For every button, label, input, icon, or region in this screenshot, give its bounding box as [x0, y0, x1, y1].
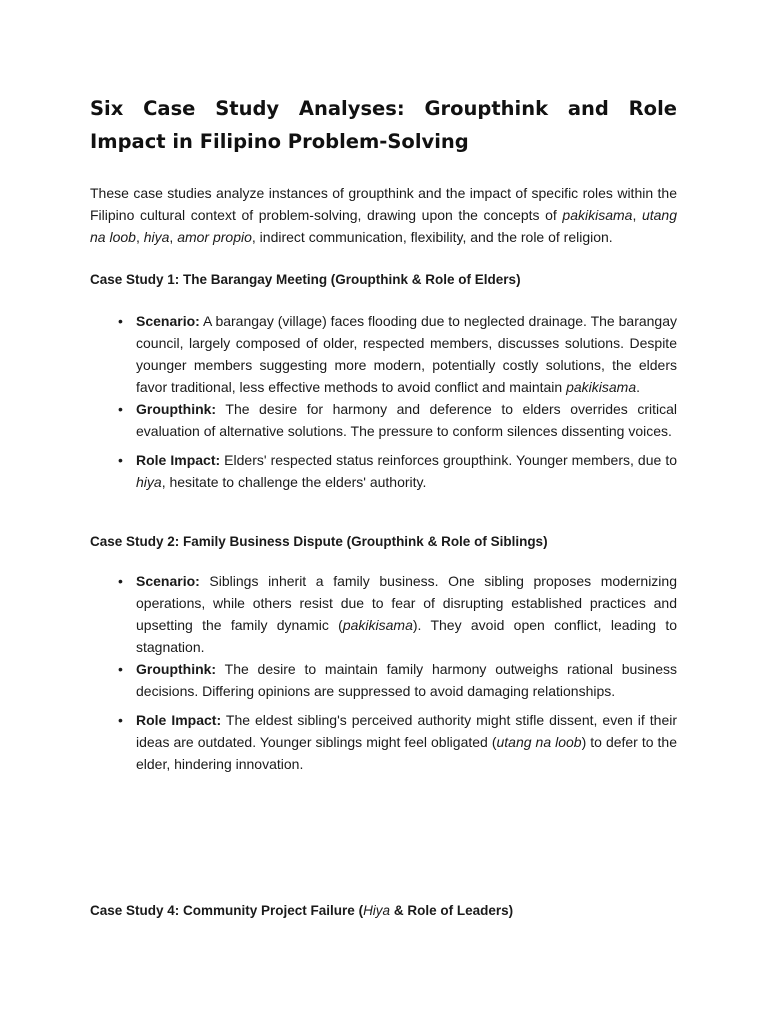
- intro-term-hiya: hiya: [143, 229, 170, 245]
- scenario-tail: ). They avoid open conflict, leading to stagnation.: [136, 617, 677, 655]
- intro-term-utang-na-loob: utang na loob: [90, 207, 677, 245]
- role-impact-term: Role Impact:: [136, 452, 221, 468]
- role-impact-tail: ) to defer to the elder, hindering innovation.: [136, 734, 677, 772]
- case-4-heading: [90, 901, 677, 921]
- scenario-term: Scenario:: [136, 313, 200, 329]
- case-2-scenario-item: [118, 570, 677, 658]
- role-impact-tail: , hesitate to challenge the elders' authority.: [161, 474, 427, 490]
- case-4-heading-emphasis: Hiya: [363, 903, 391, 918]
- groupthink-text: The desire to maintain family harmony outweighs rational business decisions. Differing opinions are suppressed to avoid damaging relationships.: [136, 661, 677, 699]
- groupthink-term: Groupthink:: [136, 401, 217, 417]
- case-4-heading-text: Case Study 4: Community Project Failure (: [90, 903, 364, 918]
- groupthink-text: The desire for harmony and deference to elders overrides critical evaluation of alternative solutions. The pressure to conform silences dissenting voices.: [136, 401, 677, 439]
- case-1-role-impact-item: [118, 449, 677, 493]
- case-2-role-impact-item: [118, 709, 677, 775]
- scenario-emphasis: pakikisama: [342, 617, 413, 633]
- intro-term-pakikisama: pakikisama: [562, 207, 633, 223]
- case-2-heading: Case Study 2: Family Business Dispute (Groupthink & Role of Siblings): [90, 534, 548, 549]
- case-1-list: [118, 310, 677, 493]
- role-impact-emphasis: utang na loob: [496, 734, 582, 750]
- role-impact-term: Role Impact:: [136, 712, 222, 728]
- case-1-groupthink-item: [118, 398, 677, 442]
- intro-paragraph: [90, 182, 677, 248]
- intro-text: ,: [169, 229, 178, 245]
- case-4-heading-text: & Role of Leaders): [390, 903, 514, 918]
- case-1-heading: Case Study 1: The Barangay Meeting (Groupthink & Role of Elders): [90, 272, 521, 287]
- intro-text: ,: [632, 207, 642, 223]
- scenario-text: A barangay (village) faces flooding due to neglected drainage. The barangay council, largely composed of older, respected members, discusses solutions. Despite younger members suggesting more modern, potentially costly solutions, the elders favor traditional, less effective methods to avoid conflict and maintain: [136, 313, 677, 395]
- intro-text: , indirect communication, flexibility, and the role of religion.: [251, 229, 613, 245]
- scenario-tail: .: [636, 379, 641, 395]
- intro-text: ,: [135, 229, 144, 245]
- scenario-term: Scenario:: [136, 573, 200, 589]
- document-title: Six Case Study Analyses: Groupthink and Role Impact in Filipino Problem-Solving: [90, 97, 677, 153]
- role-impact-text: The eldest sibling's perceived authority might stifle dissent, even if their ideas are outdated. Younger siblings might feel obligated (: [136, 712, 678, 750]
- role-impact-text: Elders' respected status reinforces groupthink. Younger members, due to: [220, 452, 677, 468]
- intro-term-amor-propio: amor propio: [177, 229, 252, 245]
- case-2-list: [118, 570, 677, 775]
- case-2-groupthink-item: [118, 658, 677, 702]
- role-impact-emphasis: hiya: [136, 474, 162, 490]
- groupthink-term: Groupthink:: [136, 661, 217, 677]
- scenario-text: Siblings inherit a family business. One sibling proposes modernizing operations, while others resist due to fear of disrupting established practices and upsetting the family dynamic (: [136, 573, 677, 633]
- scenario-emphasis: pakikisama: [566, 379, 637, 395]
- case-1-scenario-item: [118, 310, 677, 398]
- intro-text: These case studies analyze instances of groupthink and the impact of specific roles within the Filipino cultural context of problem-solving, drawing upon the concepts of: [90, 185, 677, 223]
